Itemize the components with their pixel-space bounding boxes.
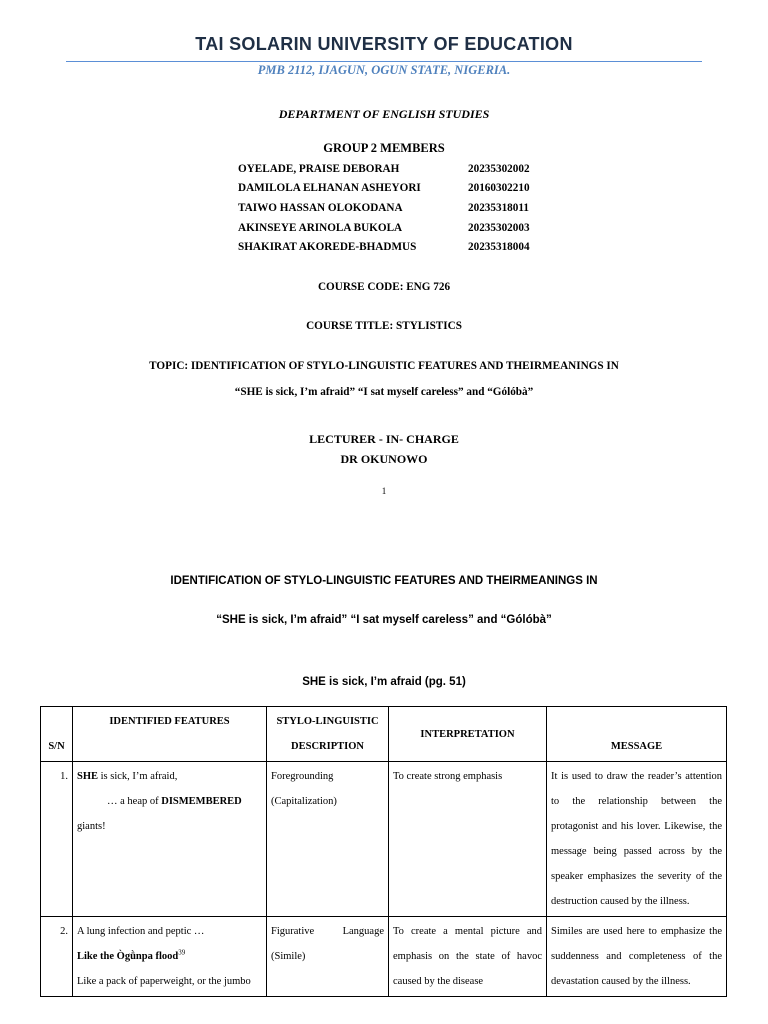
- table-header-row: [41, 707, 727, 762]
- member-name: OYELADE, PRAISE DEBORAH: [238, 163, 400, 175]
- features-table: [40, 706, 727, 997]
- header-description-line2: DESCRIPTION: [291, 741, 364, 752]
- topic-titles: “SHE is sick, I’m afraid” “I sat myself careless” and “Gólóbà”: [234, 386, 534, 398]
- header-divider: [66, 61, 702, 62]
- poem-title: SHE is sick, I’m afraid (pg. 51): [302, 676, 466, 688]
- row-message: It is used to draw the reader’s attention to the relationship between the protagonist and his lover. Likewise, the message being passed across by the speaker emphasizes the severity of the destruction caused by the illness.: [547, 762, 727, 917]
- row-message: Similes are used here to emphasize the suddenness and completeness of the devastation caused by the illness.: [547, 917, 727, 997]
- row-feature: [73, 917, 267, 997]
- group-title: GROUP 2 MEMBERS: [323, 141, 445, 155]
- feature-text: is sick, I’m afraid,: [98, 771, 178, 782]
- header-features: IDENTIFIED FEATURES: [73, 707, 267, 762]
- feature-line: [77, 789, 262, 814]
- row-feature: [73, 762, 267, 917]
- topic-line: TOPIC: IDENTIFICATION OF STYLO-LINGUISTIC FEATURES AND THEIRMEANINGS IN: [149, 360, 619, 372]
- feature-text: giants!: [77, 821, 106, 832]
- section-heading-titles: “SHE is sick, I’m afraid” “I sat myself careless” and “Gólóbà”: [216, 614, 552, 626]
- lecturer-label: LECTURER - IN- CHARGE: [309, 432, 459, 446]
- table-row: [41, 917, 727, 997]
- feature-text: … a heap of: [107, 796, 162, 807]
- table-row: [41, 762, 727, 917]
- member-id: 20235318004: [468, 241, 530, 253]
- university-address: PMB 2112, IJAGUN, OGUN STATE, NIGERIA.: [257, 63, 511, 77]
- member-id: 20160302210: [468, 182, 530, 194]
- feature-bold: DISMEMBERED: [161, 796, 242, 807]
- footnote-marker: 39: [178, 948, 186, 957]
- feature-bold: SHE: [77, 771, 99, 782]
- section-heading: IDENTIFICATION OF STYLO-LINGUISTIC FEATURES AND THEIRMEANINGS IN: [170, 575, 598, 587]
- description-line: Foregrounding: [271, 771, 334, 782]
- feature-text: Like a pack of paperweight, or the jumbo: [77, 976, 251, 987]
- header-sn: S/N: [41, 707, 73, 762]
- feature-text: A lung infection and peptic …: [77, 926, 205, 937]
- member-name: AKINSEYE ARINOLA BUKOLA: [238, 222, 403, 234]
- header-interpretation: INTERPRETATION: [389, 707, 547, 762]
- member-name: SHAKIRAT AKOREDE-BHADMUS: [238, 241, 417, 253]
- department-name: DEPARTMENT OF ENGLISH STUDIES: [278, 107, 490, 121]
- feature-bold: Like the Ògǜnpa flood: [77, 951, 179, 962]
- header-description-line1: STYLO-LINGUISTIC: [276, 716, 379, 727]
- row-sn: 2.: [41, 917, 73, 997]
- member-id: 20235318011: [468, 202, 529, 214]
- row-sn: 1.: [41, 762, 73, 917]
- university-title: TAI SOLARIN UNIVERSITY OF EDUCATION: [195, 34, 573, 54]
- member-name: TAIWO HASSAN OLOKODANA: [238, 202, 403, 214]
- page-number: 1: [381, 486, 387, 496]
- row-interpretation: To create strong emphasis: [389, 762, 547, 917]
- row-description: [267, 762, 389, 917]
- course-title: COURSE TITLE: STYLISTICS: [306, 320, 462, 332]
- row-interpretation: To create a mental picture and emphasis on the state of havoc caused by the disease: [389, 917, 547, 997]
- row-description: Figurative Language (Simile): [267, 917, 389, 997]
- member-name: DAMILOLA ELHANAN ASHEYORI: [238, 182, 421, 194]
- header-description: [267, 707, 389, 762]
- lecturer-name: DR OKUNOWO: [340, 452, 428, 466]
- description-line: (Capitalization): [271, 796, 337, 807]
- member-id: 20235302002: [468, 163, 530, 175]
- member-id: 20235302003: [468, 222, 530, 234]
- header-message: MESSAGE: [547, 707, 727, 762]
- course-code: COURSE CODE: ENG 726: [317, 281, 451, 293]
